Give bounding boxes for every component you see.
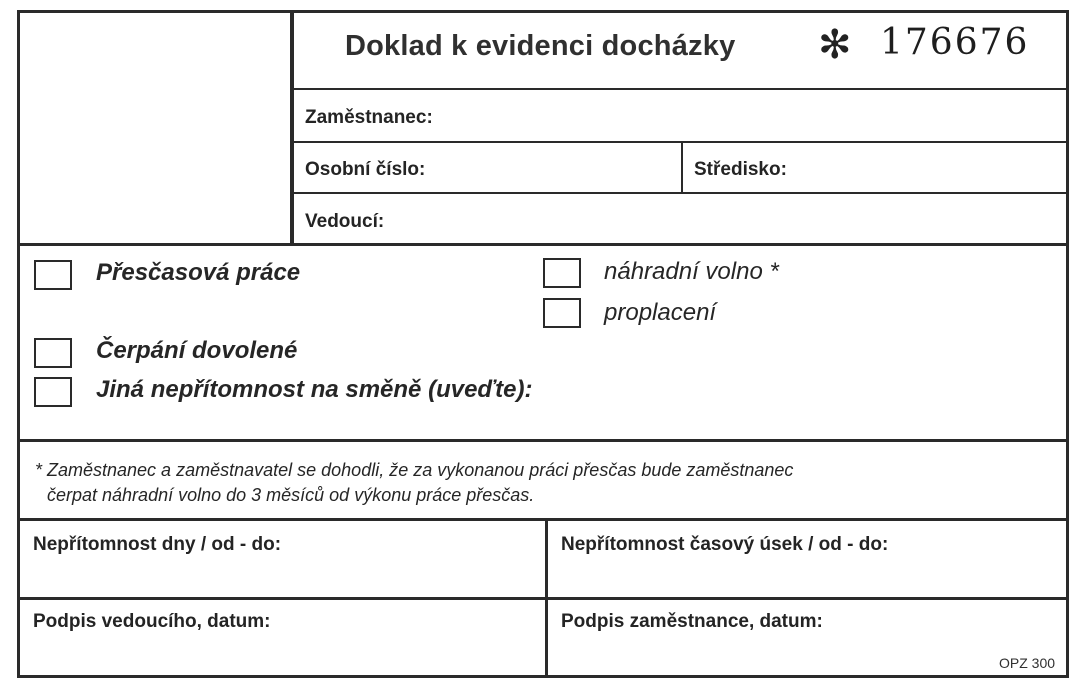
note-bottom-divider — [17, 518, 1069, 521]
personal-number-field-label[interactable]: Osobní číslo: — [305, 159, 426, 180]
note-line-1: * Zaměstnanec a zaměstnavatel se dohodli, že za vykonanou práci přesčas bude zaměstnanec — [35, 460, 794, 480]
employee-field-label[interactable]: Zaměstnanec: — [305, 107, 433, 128]
other-absence-checkbox[interactable] — [34, 377, 72, 407]
company-logo-area — [52, 22, 272, 222]
asterisk-icon: ✻ — [818, 22, 852, 68]
manager-signature-field-label[interactable]: Podpis vedoucího, datum: — [33, 611, 271, 632]
footer-middle-divider — [17, 597, 1069, 600]
compensatory-leave-checkbox[interactable] — [543, 258, 581, 288]
vacation-checkbox[interactable] — [34, 338, 72, 368]
other-absence-option-label: Jiná nepřítomnost na směně (uveďte): — [96, 376, 533, 403]
title-divider — [292, 88, 1069, 90]
overtime-agreement-note — [35, 458, 1035, 508]
employee-signature-field-label[interactable]: Podpis zaměstnance, datum: — [561, 611, 823, 632]
overtime-checkbox[interactable] — [34, 260, 72, 290]
manager-field-label[interactable]: Vedoucí: — [305, 211, 385, 232]
vacation-option-label: Čerpání dovolené — [96, 337, 298, 364]
center-field-label[interactable]: Středisko: — [694, 159, 787, 180]
center-divider — [681, 141, 683, 194]
options-bottom-divider — [17, 439, 1069, 442]
overtime-option-label: Přesčasová práce — [96, 259, 301, 286]
payout-checkbox[interactable] — [543, 298, 581, 328]
absence-days-field-label[interactable]: Nepřítomnost dny / od - do: — [33, 534, 282, 555]
absence-time-field-label[interactable]: Nepřítomnost časový úsek / od - do: — [561, 534, 889, 555]
logo-divider — [290, 10, 294, 245]
document-number: 176676 — [880, 22, 1030, 63]
form-title: Doklad k evidenci docházky — [345, 30, 736, 62]
note-line-2: čerpat náhradní volno do 3 měsíců od výkonu práce přesčas. — [47, 485, 535, 505]
header-bottom-divider — [17, 243, 1069, 246]
form-code: OPZ 300 — [999, 655, 1056, 671]
compensatory-leave-option-label: náhradní volno * — [604, 258, 779, 285]
payout-option-label: proplacení — [604, 299, 717, 326]
